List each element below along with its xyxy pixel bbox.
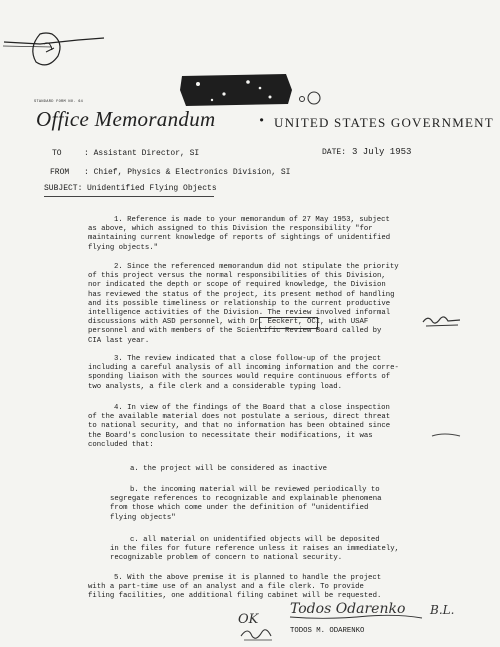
paragraph-line: including a careful analysis of all incoming information and the corre- [88, 364, 399, 373]
paragraph-line: with a part-time use of an analyst and a file clerk. To provide [88, 583, 364, 592]
item-c [110, 536, 470, 564]
paragraph-5 [88, 574, 473, 602]
signature-initials: B.L. [430, 603, 455, 617]
paragraph-line: maintaining current knowledge of reports of sightings of unidentified [88, 234, 391, 243]
paragraph-line: sponding liaison with the sources would require continuous efforts of [88, 373, 391, 382]
from-label: FROM [50, 168, 70, 177]
subject-value: Unidentified Flying Objects [87, 184, 217, 193]
paragraph-line: and its possible timeliness or relationship to the current productive [88, 299, 391, 308]
margin-scribble-icon [420, 312, 464, 330]
paragraph-line: recognizable problem of concern to national security. [110, 554, 343, 563]
name-box-annotation [259, 317, 318, 329]
to-label: TO [52, 149, 62, 158]
top-stamp-scribble-icon [0, 22, 110, 72]
paragraph-line: 3. The review indicated that a close follow-up of the project [114, 355, 382, 363]
paragraph-line: of the available material does not postulate a serious, direct threat [88, 413, 391, 422]
paragraph-line: of this project versus the normal responsibilities of this Division, [88, 272, 386, 281]
date-value: 3 July 1953 [352, 147, 412, 157]
paragraph-line: intelligence activities of the Division. The review involved informal [88, 309, 391, 318]
subject-label: SUBJECT: [44, 184, 83, 193]
paragraph-4 [88, 404, 473, 450]
paragraph-2 [88, 263, 473, 346]
typed-signature-name: TODOS M. ODARENKO [290, 627, 365, 635]
paragraph-line: personnel and with members of the Scientific Review Board called by [88, 327, 382, 336]
heading-bullet: • [258, 114, 266, 128]
paragraph-line: the Board's conclusion to necessitate their modifications, it was [88, 431, 373, 440]
paragraph-line: c. all material on unidentified objects will be deposited [130, 536, 380, 544]
redaction-block [178, 70, 296, 110]
paragraph-line: two analysts, a file clerk and a considerable typing load. [88, 382, 342, 391]
paragraph-line: discussions with ASD personnel, with Dr. Eeckert, OCI, with USAF [88, 318, 369, 327]
paragraph-line: 4. In view of the findings of the Board that a close inspection [114, 404, 390, 412]
ok-annotation: OK [238, 612, 259, 627]
paragraph-line: 1. Reference is made to your memorandum of 27 May 1953, subject [114, 216, 390, 224]
form-number-label: STANDARD FORM NO. 64 [34, 100, 84, 104]
handwritten-signature: Todos Odarenko [290, 601, 406, 617]
paragraph-line: from those which come under the definition of "unidentified [110, 504, 369, 513]
subject-underline [44, 196, 214, 197]
paragraph-line: in the files for future reference unless it raises an immediately, [110, 545, 400, 554]
paragraph-line: 5. With the above premise it is planned to handle the project [114, 574, 382, 582]
paragraph-1 [88, 216, 473, 253]
initials-scribble-icon [238, 624, 278, 644]
hand-circle-icon [293, 86, 325, 112]
paragraph-line: as above, which assigned to this Division the responsibility "for [88, 225, 373, 234]
paragraph-line: 2. Since the referenced memorandum did not stipulate the priority [114, 263, 399, 271]
paragraph-line: b. the incoming material will be reviewed periodically to [130, 486, 380, 494]
from-value: : Chief, Physics & Electronics Division, SI [84, 168, 291, 177]
signature-underline-icon [288, 612, 424, 622]
to-value: : Assistant Director, SI [84, 149, 200, 158]
paragraph-line: has reviewed the status of the project, its present method of handling [88, 290, 395, 299]
paragraph-line: flying objects" [110, 513, 176, 522]
paragraph-line: nor indicated the depth or scope of required knowledge, the Division [88, 281, 386, 290]
paragraph-3 [88, 355, 473, 392]
item-a [130, 465, 470, 474]
office-memorandum-heading: Office Memorandum [36, 107, 216, 131]
date-label: DATE: [322, 148, 347, 157]
government-heading: UNITED STATES GOVERNMENT [274, 115, 494, 130]
paragraph-line: flying objects." [88, 243, 159, 252]
margin-dash-icon [430, 430, 464, 442]
paragraph-line: segregate references to recognizable and explainable phenomena [110, 495, 382, 504]
paragraph-line: concluded that: [88, 440, 154, 449]
paragraph-line: to national security, and that no information has been obtained since [88, 422, 391, 431]
paragraph-line: CIA last year. [88, 336, 150, 345]
paragraph-line: a. the project will be considered as inactive [130, 465, 328, 473]
item-b [110, 486, 470, 523]
paragraph-line: filing facilities, one additional filing cabinet will be requested. [88, 592, 382, 601]
